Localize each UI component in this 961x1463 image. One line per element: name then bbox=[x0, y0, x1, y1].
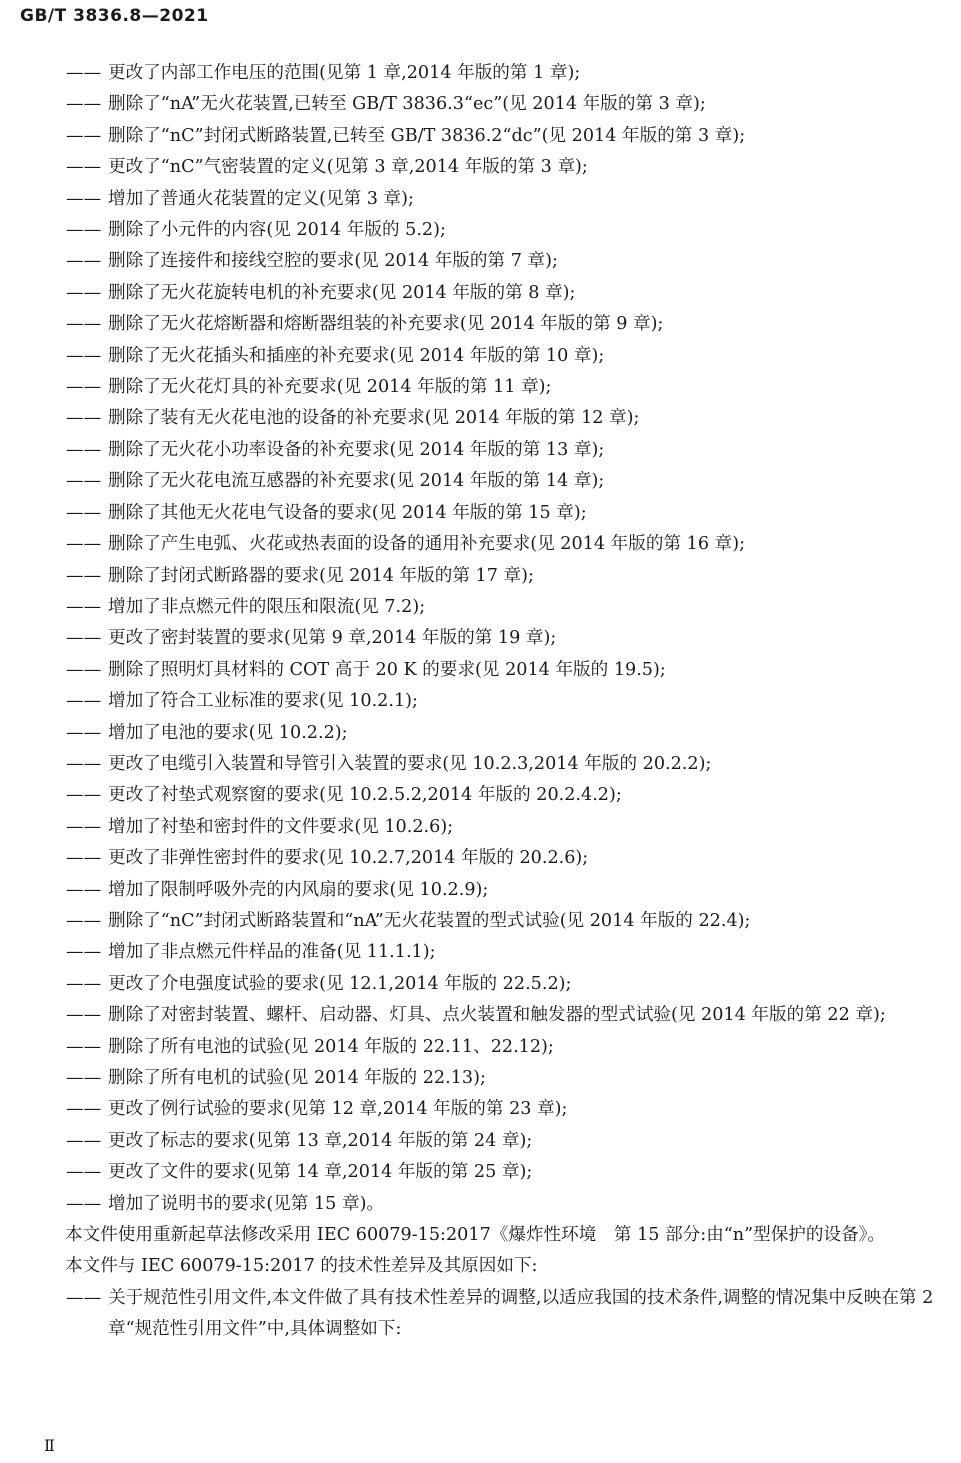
dash-marker: —— bbox=[66, 659, 102, 680]
dash-marker: —— bbox=[66, 282, 102, 303]
dash-marker: —— bbox=[66, 942, 102, 963]
dash-marker: —— bbox=[66, 1162, 102, 1183]
change-item-text: 删除了“nA”无火花装置,已转至 GB/T 3836.3“ec”(见 2014 年版的第 3 章); bbox=[108, 94, 706, 115]
change-item-text: 删除了无火花熔断器和熔断器组装的补充要求(见 2014 年版的第 9 章); bbox=[108, 314, 664, 335]
change-item bbox=[22, 278, 950, 309]
dash-marker: —— bbox=[66, 188, 102, 209]
dash-marker: —— bbox=[66, 314, 102, 335]
change-item bbox=[22, 309, 950, 340]
change-item bbox=[22, 623, 950, 654]
change-item-text: 更改了“nC”气密装置的定义(见第 3 章,2014 年版的第 3 章); bbox=[108, 157, 588, 178]
change-item bbox=[22, 906, 950, 937]
dash-marker: —— bbox=[66, 722, 102, 743]
change-item-text: 删除了小元件的内容(见 2014 年版的 5.2); bbox=[108, 220, 446, 241]
change-item-text: 删除了无火花插头和插座的补充要求(见 2014 年版的第 10 章); bbox=[108, 345, 605, 366]
change-item bbox=[22, 89, 950, 120]
change-item-text: 删除了装有无火花电池的设备的补充要求(见 2014 年版的第 12 章); bbox=[108, 408, 640, 429]
change-item bbox=[22, 937, 950, 968]
dash-marker: —— bbox=[66, 596, 102, 617]
change-list bbox=[22, 58, 950, 1220]
change-item-text: 删除了所有电池的试验(见 2014 年版的 22.11、22.12); bbox=[108, 1036, 554, 1057]
dash-marker: —— bbox=[66, 125, 102, 146]
dash-marker: —— bbox=[66, 691, 102, 712]
dash-marker: —— bbox=[66, 628, 102, 649]
dash-marker: —— bbox=[66, 345, 102, 366]
change-item bbox=[22, 341, 950, 372]
differences-paragraph: 本文件与 IEC 60079-15:2017 的技术性差异及其原因如下: bbox=[65, 1256, 538, 1277]
change-item bbox=[22, 466, 950, 497]
dash-marker: —— bbox=[66, 848, 102, 869]
change-item-text: 删除了其他无火花电气设备的要求(见 2014 年版的第 15 章); bbox=[108, 502, 587, 523]
change-item bbox=[22, 561, 950, 592]
change-item bbox=[22, 1126, 950, 1157]
dash-marker: —— bbox=[66, 408, 102, 429]
dash-marker: —— bbox=[66, 785, 102, 806]
change-item-text: 增加了非点燃元件样品的准备(见 11.1.1); bbox=[108, 942, 436, 963]
change-item bbox=[22, 1063, 950, 1094]
change-item-text: 更改了文件的要求(见第 14 章,2014 年版的第 25 章); bbox=[108, 1162, 533, 1183]
change-item-text: 删除了“nC”封闭式断路装置,已转至 GB/T 3836.2“dc”(见 2014 年版的第 3 章); bbox=[108, 125, 746, 146]
dash-marker: —— bbox=[66, 1193, 102, 1214]
change-item bbox=[22, 686, 950, 717]
dash-marker: —— bbox=[66, 565, 102, 586]
dash-marker: —— bbox=[66, 377, 102, 398]
dash-marker: —— bbox=[66, 1036, 102, 1057]
change-item bbox=[22, 215, 950, 246]
dash-marker: —— bbox=[66, 910, 102, 931]
change-item bbox=[22, 1157, 950, 1188]
standard-number-header: GB/T 3836.8—2021 bbox=[20, 6, 209, 26]
change-item-text: 增加了普通火花装置的定义(见第 3 章); bbox=[108, 188, 414, 209]
change-item-text: 删除了无火花电流互感器的补充要求(见 2014 年版的第 14 章); bbox=[108, 471, 605, 492]
change-item-text: 删除了无火花旋转电机的补充要求(见 2014 年版的第 8 章); bbox=[108, 282, 576, 303]
change-item bbox=[22, 875, 950, 906]
change-item-text: 删除了照明灯具材料的 COT 高于 20 K 的要求(见 2014 年版的 19.5); bbox=[108, 659, 666, 680]
change-item bbox=[22, 184, 950, 215]
dash-marker: —— bbox=[66, 1287, 102, 1308]
dash-marker: —— bbox=[66, 63, 102, 83]
page-body bbox=[22, 58, 950, 1346]
change-item bbox=[22, 152, 950, 183]
change-item-text: 更改了非弹性密封件的要求(见 10.2.7,2014 年版的 20.2.6); bbox=[108, 848, 589, 869]
change-item bbox=[22, 498, 950, 529]
change-item-text: 更改了电缆引入装置和导管引入装置的要求(见 10.2.3,2014 年版的 20.2.2); bbox=[108, 753, 712, 774]
change-item bbox=[22, 403, 950, 434]
adoption-paragraph: 本文件使用重新起草法修改采用 IEC 60079-15:2017《爆炸性环境 第 15 部分:由“n”型保护的设备》。 bbox=[65, 1225, 886, 1246]
dash-marker: —— bbox=[66, 1068, 102, 1088]
dash-marker: —— bbox=[66, 502, 102, 523]
dash-marker: —— bbox=[66, 94, 102, 115]
change-item-text: 增加了符合工业标准的要求(见 10.2.1); bbox=[108, 691, 418, 712]
change-item-text: 增加了限制呼吸外壳的内风扇的要求(见 10.2.9); bbox=[108, 879, 489, 900]
change-item bbox=[22, 1000, 950, 1031]
change-item bbox=[22, 780, 950, 811]
change-item bbox=[22, 121, 950, 152]
change-item bbox=[22, 843, 950, 874]
change-item bbox=[22, 58, 950, 89]
change-item-text: 删除了封闭式断路器的要求(见 2014 年版的第 17 章); bbox=[108, 565, 534, 586]
change-item-text: 删除了无火花小功率设备的补充要求(见 2014 年版的第 13 章); bbox=[108, 439, 605, 460]
change-item bbox=[22, 812, 950, 843]
change-item bbox=[22, 1094, 950, 1125]
change-item-text: 更改了例行试验的要求(见第 12 章,2014 年版的第 23 章); bbox=[108, 1099, 568, 1120]
change-item bbox=[22, 372, 950, 403]
change-item-text: 删除了产生电弧、火花或热表面的设备的通用补充要求(见 2014 年版的第 16 章); bbox=[108, 534, 746, 555]
change-item bbox=[22, 529, 950, 560]
change-item-text: 删除了“nC”封闭式断路装置和“nA”无火花装置的型式试验(见 2014 年版的 22.4); bbox=[108, 910, 751, 931]
dash-marker: —— bbox=[66, 220, 102, 241]
change-item-text: 增加了说明书的要求(见第 15 章)。 bbox=[108, 1193, 385, 1214]
change-item-text: 删除了所有电机的试验(见 2014 年版的 22.13); bbox=[108, 1068, 486, 1088]
dash-marker: —— bbox=[66, 157, 102, 178]
change-item bbox=[22, 246, 950, 277]
change-item bbox=[22, 969, 950, 1000]
dash-marker: —— bbox=[66, 1130, 102, 1151]
dash-marker: —— bbox=[66, 439, 102, 460]
dash-marker: —— bbox=[66, 1099, 102, 1120]
change-item-text: 更改了介电强度试验的要求(见 12.1,2014 年版的 22.5.2); bbox=[108, 973, 572, 994]
dash-marker: —— bbox=[66, 251, 102, 272]
dash-marker: —— bbox=[66, 879, 102, 900]
change-item-text: 更改了内部工作电压的范围(见第 1 章,2014 年版的第 1 章); bbox=[108, 63, 581, 83]
dash-marker: —— bbox=[66, 816, 102, 837]
change-item-text: 增加了衬垫和密封件的文件要求(见 10.2.6); bbox=[108, 816, 454, 837]
change-item bbox=[22, 1032, 950, 1063]
change-item bbox=[22, 718, 950, 749]
dash-marker: —— bbox=[66, 973, 102, 994]
change-item-text: 增加了非点燃元件的限压和限流(见 7.2); bbox=[108, 596, 426, 617]
change-item-text: 删除了对密封装置、螺杆、启动器、灯具、点火装置和触发器的型式试验(见 2014 年版的第 22 章); bbox=[108, 1005, 886, 1026]
page-number: Ⅱ bbox=[44, 1436, 55, 1455]
change-item bbox=[22, 592, 950, 623]
change-item-text: 更改了密封装置的要求(见第 9 章,2014 年版的第 19 章); bbox=[108, 628, 557, 649]
change-item-text: 删除了无火花灯具的补充要求(见 2014 年版的第 11 章); bbox=[108, 377, 552, 398]
change-item-text: 删除了连接件和接线空腔的要求(见 2014 年版的第 7 章); bbox=[108, 251, 558, 272]
change-item bbox=[22, 749, 950, 780]
change-item-text: 增加了电池的要求(见 10.2.2); bbox=[108, 722, 348, 743]
dash-marker: —— bbox=[66, 534, 102, 555]
change-item-text: 更改了衬垫式观察窗的要求(见 10.2.5.2,2014 年版的 20.2.4.2); bbox=[108, 785, 622, 806]
change-item bbox=[22, 655, 950, 686]
change-item bbox=[22, 1189, 950, 1220]
normative-refs-item bbox=[22, 1283, 950, 1346]
change-item-text: 更改了标志的要求(见第 13 章,2014 年版的第 24 章); bbox=[108, 1130, 533, 1151]
change-item bbox=[22, 435, 950, 466]
normative-refs-text: 关于规范性引用文件,本文件做了具有技术性差异的调整,以适应我国的技术条件,调整的情况集中反映在第 2 章“规范性引用文件”中,具体调整如下: bbox=[108, 1287, 934, 1340]
dash-marker: —— bbox=[66, 753, 102, 774]
dash-marker: —— bbox=[66, 471, 102, 492]
dash-marker: —— bbox=[66, 1005, 102, 1026]
